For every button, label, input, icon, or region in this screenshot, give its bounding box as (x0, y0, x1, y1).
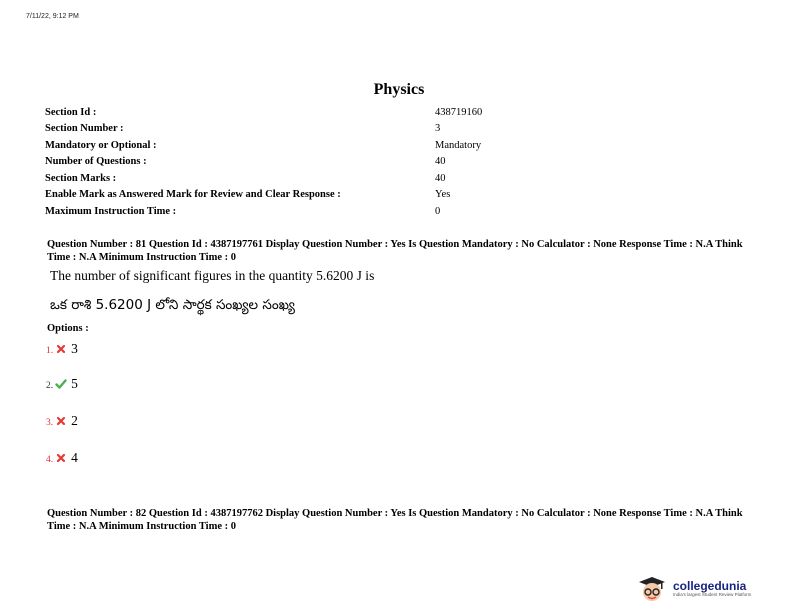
correct-check-icon (55, 379, 67, 389)
print-timestamp: 7/11/22, 9:12 PM (26, 13, 79, 20)
question-count-label: Number of Questions : (45, 156, 147, 168)
section-info-table (45, 104, 482, 220)
question-text-telugu: ఒక రాశి 5.6200 J లోని సార్థక సంఖ్యల సంఖ్య (50, 297, 295, 313)
max-instruction-time-label: Maximum Instruction Time : (45, 205, 177, 217)
mandatory-value: Mandatory (435, 139, 482, 151)
option-text: 2 (71, 413, 78, 428)
option-number: 4. (46, 455, 54, 465)
max-instruction-time-row (45, 203, 482, 220)
option-1 (46, 341, 78, 357)
logo-name: collegedunia (673, 579, 747, 593)
enable-mark-row (45, 187, 482, 204)
section-id-value: 438719160 (435, 106, 483, 118)
graduate-mascot-icon (635, 575, 669, 603)
option-number: 2. (46, 381, 54, 391)
question-text-english: The number of significant figures in the quantity 5.6200 J is (50, 268, 375, 283)
logo-tagline: India's largest Student Review Platform (673, 592, 752, 597)
max-instruction-time-value: 0 (435, 205, 441, 217)
section-title: Physics (373, 81, 425, 98)
section-number-label: Section Number : (45, 123, 124, 135)
option-number: 1. (46, 346, 54, 356)
wrong-cross-icon (55, 453, 67, 463)
mandatory-label: Mandatory or Optional : (45, 139, 157, 151)
question-82-header: Question Number : 82 Question Id : 4387197762 Display Question Number : Yes Is Question Mandatory : No Calculator : None Response Time : N.A Think Time : N.A Minimum Instruction Time : 0 (47, 508, 743, 532)
option-2 (46, 376, 78, 392)
enable-mark-value: Yes (435, 189, 451, 201)
enable-mark-label: Enable Mark as Answered Mark for Review and Clear Response : (45, 189, 341, 201)
question-count-row (45, 154, 482, 171)
option-4 (46, 450, 78, 466)
option-number: 3. (46, 418, 54, 428)
option-3 (46, 413, 78, 429)
question-count-value: 40 (435, 156, 446, 168)
option-text: 4 (71, 450, 78, 465)
wrong-cross-icon (55, 344, 67, 354)
section-id-label: Section Id : (45, 106, 97, 118)
section-marks-label: Section Marks : (45, 172, 117, 184)
question-81-header: Question Number : 81 Question Id : 4387197761 Display Question Number : Yes Is Question Mandatory : No Calculator : None Response Time : N.A Think Time : N.A Minimum Instruction Time : 0 (47, 239, 743, 263)
section-number-row (45, 121, 482, 138)
mandatory-row (45, 137, 482, 154)
collegedunia-logo (635, 575, 751, 603)
wrong-cross-icon (55, 416, 67, 426)
section-id-row (45, 104, 482, 121)
section-marks-row (45, 170, 482, 187)
section-number-value: 3 (435, 123, 441, 135)
section-marks-value: 40 (435, 172, 446, 184)
option-text: 5 (71, 376, 78, 391)
options-label: Options : (47, 323, 89, 334)
option-text: 3 (71, 341, 78, 356)
